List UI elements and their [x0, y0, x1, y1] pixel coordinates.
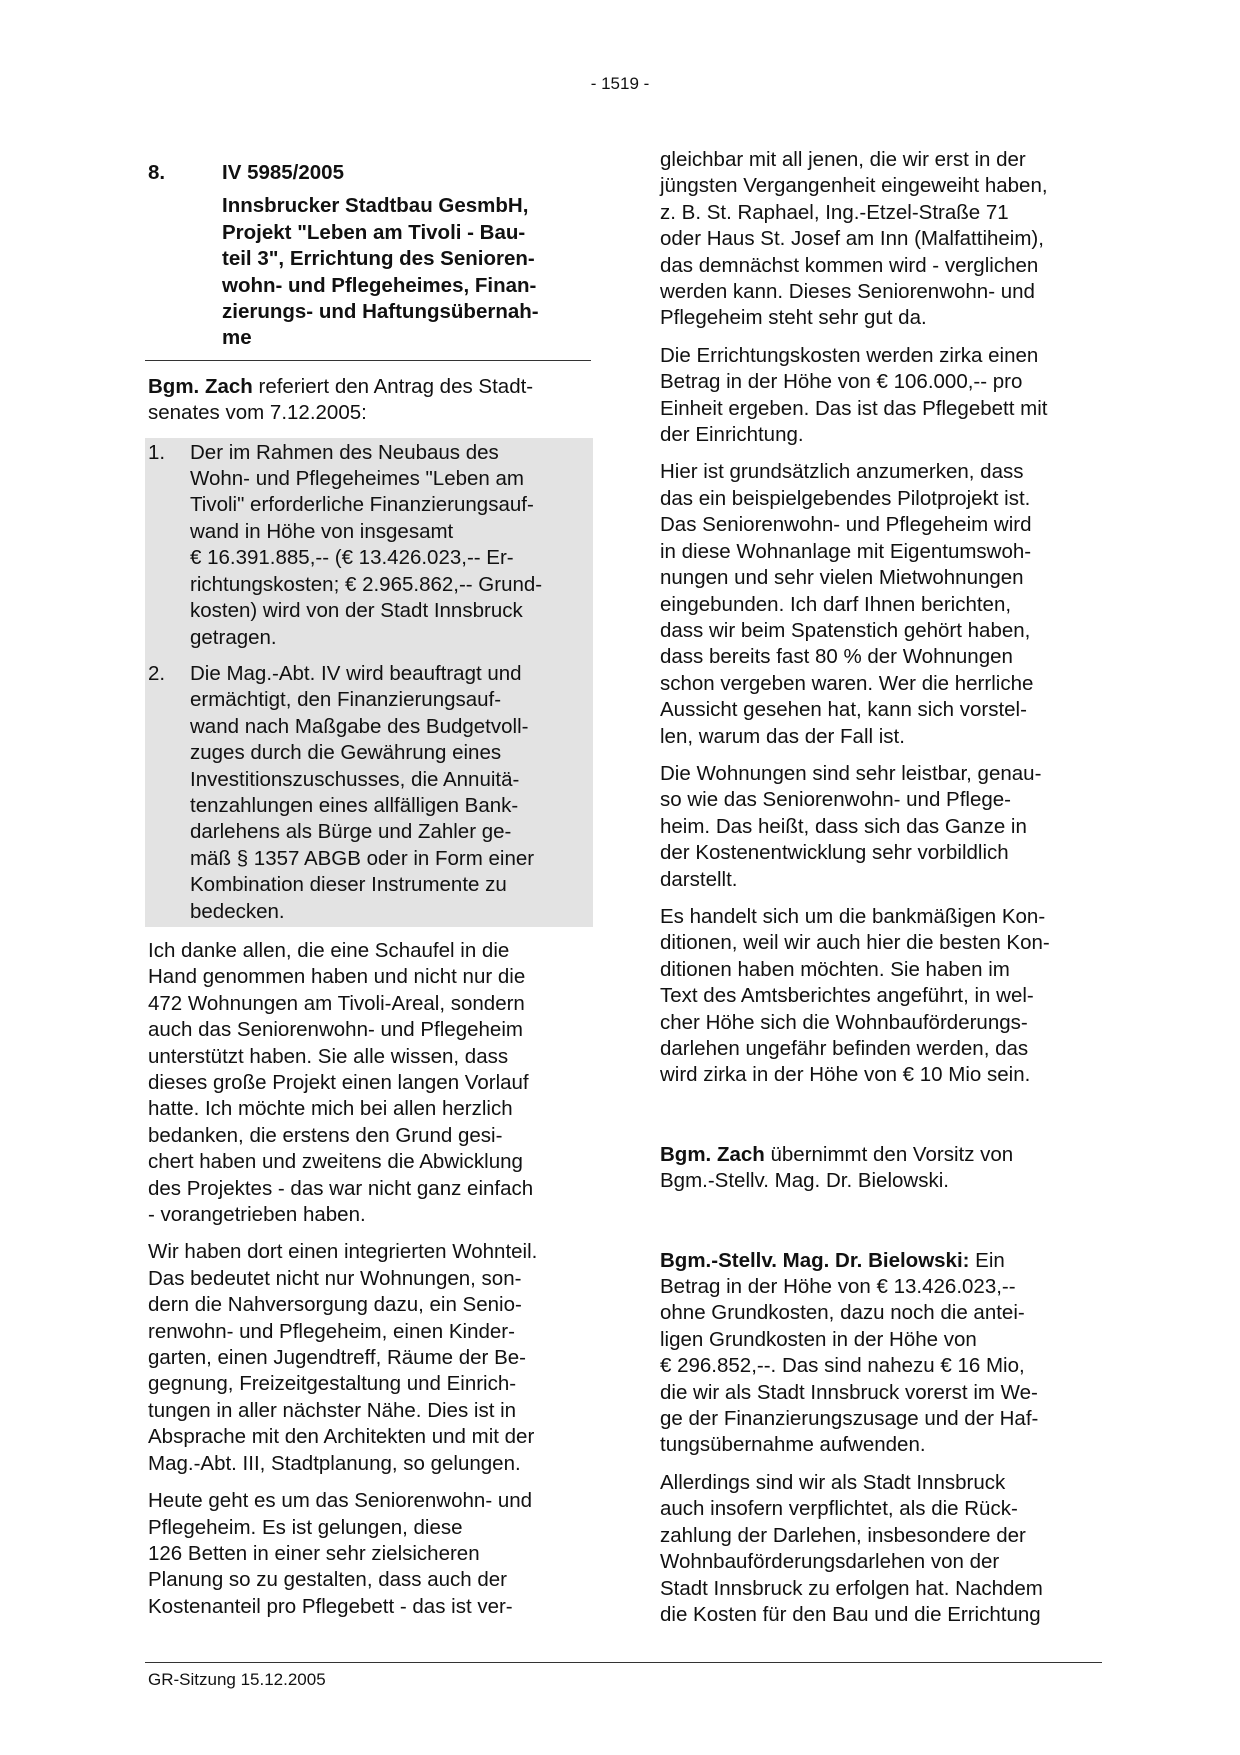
text-line: Text des Amtsberichtes angeführt, in wel- — [660, 984, 1034, 1008]
text-line: chert haben und zweitens die Abwicklung — [148, 1150, 523, 1174]
text-line: wand in Höhe von insgesamt — [190, 519, 454, 543]
text-line: garten, einen Jugendtreff, Räume der Be- — [148, 1346, 526, 1370]
text-line: darstellt. — [660, 867, 738, 891]
text-line: len, warum das der Fall ist. — [660, 724, 905, 748]
motion-text — [190, 440, 590, 651]
text-line: getragen. — [190, 625, 277, 649]
text-line: ligen Grundkosten in der Höhe von — [660, 1327, 977, 1351]
speaker-name: Bgm. Zach — [148, 374, 253, 398]
text-line: bedecken. — [190, 899, 285, 923]
text-line: eingebunden. Ich darf Ihnen berichten, — [660, 592, 1012, 616]
text-line: so wie das Seniorenwohn- und Pflege- — [660, 788, 1011, 812]
text-line: kosten) wird von der Stadt Innsbruck — [190, 599, 523, 623]
text-line: der Kostenentwicklung sehr vorbildlich — [660, 841, 1009, 865]
text-line: cher Höhe sich die Wohnbauförderungs- — [660, 1010, 1028, 1034]
text-line: übernimmt den Vorsitz von — [764, 1142, 1014, 1166]
text-line: z. B. St. Raphael, Ing.-Etzel-Straße 71 — [660, 200, 1009, 224]
text-line: Hand genommen haben und nicht nur die — [148, 965, 526, 989]
motion-number: 1. — [148, 440, 166, 464]
title-line: Innsbrucker Stadtbau GesmbH, — [222, 194, 529, 218]
text-line: bedanken, die erstens den Grund gesi- — [148, 1123, 503, 1147]
text-line: Investitionszuschusses, die Annuitä- — [190, 767, 520, 791]
text-line: Ein — [969, 1248, 1005, 1272]
text-line: gleichbar mit all jenen, die wir erst in der — [660, 148, 1026, 171]
text-line: tungen in aller nächster Nähe. Dies ist in — [148, 1398, 517, 1422]
text-line: - vorangetrieben haben. — [148, 1203, 366, 1227]
title-line: wohn- und Pflegeheimes, Finan- — [222, 273, 537, 297]
text-line: darlehen ungefähr befinden werden, das — [660, 1037, 1029, 1060]
right-column — [660, 147, 1102, 1639]
text-line: ditionen haben möchten. Sie haben im — [660, 957, 1010, 981]
text-line: tungsübernahme aufwenden. — [660, 1433, 926, 1457]
paragraph — [660, 459, 1102, 749]
text-line: tenzahlungen eines allfälligen Bank- — [190, 793, 519, 817]
text-line: wand nach Maßgabe des Budgetvoll- — [190, 714, 529, 738]
text-line: das demnächst kommen wird - verglichen — [660, 253, 1039, 277]
agenda-item-header — [148, 160, 590, 186]
speaker-name: Bgm.-Stellv. Mag. Dr. Bielowski: — [660, 1248, 970, 1272]
motion-item — [148, 440, 590, 651]
text-line: Mag.-Abt. III, Stadtplanung, so gelungen. — [148, 1451, 521, 1475]
text-line: der Einrichtung. — [660, 423, 804, 447]
title-line: me — [222, 326, 252, 350]
text-line: die Kosten für den Bau und die Errichtung — [660, 1602, 1041, 1626]
text-line: dern die Nahversorgung dazu, ein Senio- — [148, 1293, 522, 1317]
speech-paragraph — [660, 1248, 1102, 1459]
text-line: dieses große Projekt einen langen Vorlauf — [148, 1071, 529, 1094]
agenda-item-title — [222, 193, 590, 351]
text-line: Wohnbauförderungsdarlehen von der — [660, 1550, 1000, 1574]
text-line: Pflegeheim. Es ist gelungen, diese — [148, 1515, 463, 1539]
text-line: Aussicht gesehen hat, kann sich vorstel- — [660, 698, 1027, 722]
text-line: Das Seniorenwohn- und Pflegeheim wird — [660, 513, 1032, 537]
text-line: referiert den Antrag des Stadt- — [252, 374, 534, 398]
text-line: ditionen, weil wir auch hier die besten Kon- — [660, 931, 1050, 955]
text-line: das ein beispielgebendes Pilotprojekt ist. — [660, 486, 1031, 510]
text-line: € 296.852,--. Das sind nahezu € 16 Mio, — [660, 1354, 1025, 1378]
text-line: dass wir beim Spatenstich gehört haben, — [660, 618, 1031, 642]
paragraph — [660, 343, 1102, 449]
text-line: jüngsten Vergangenheit eingeweiht haben, — [660, 174, 1048, 198]
text-line: hatte. Ich möchte mich bei allen herzlich — [148, 1097, 513, 1121]
text-line: Betrag in der Höhe von € 13.426.023,-- — [660, 1275, 1016, 1299]
text-line: Wir haben dort einen integrierten Wohnteil. — [148, 1240, 538, 1264]
text-line: nungen und sehr vielen Mietwohnungen — [660, 566, 1024, 590]
text-line: Betrag in der Höhe von € 106.000,-- pro — [660, 370, 1023, 394]
text-line: oder Haus St. Josef am Inn (Malfattiheim), — [660, 227, 1044, 251]
text-line: schon vergeben waren. Wer die herrliche — [660, 671, 1034, 695]
motion-item — [148, 661, 590, 925]
footer-session-label: GR-Sitzung 15.12.2005 — [148, 1670, 326, 1689]
paragraph — [148, 1239, 590, 1477]
title-line: teil 3", Errichtung des Senioren- — [222, 247, 535, 271]
text-line: werden kann. Dieses Seniorenwohn- und — [660, 280, 1035, 304]
text-line: renwohn- und Pflegeheim, einen Kinder- — [148, 1319, 515, 1343]
text-line: heim. Das heißt, dass sich das Ganze in — [660, 814, 1027, 838]
text-line: Ich danke allen, die eine Schaufel in die — [148, 938, 510, 962]
left-column — [148, 160, 590, 1631]
text-line: zuges durch die Gewährung eines — [190, 741, 502, 765]
text-line: die wir als Stadt Innsbruck vorerst im We- — [660, 1380, 1038, 1404]
speaker-name: Bgm. Zach — [660, 1142, 765, 1166]
text-line: Planung so zu gestalten, dass auch der — [148, 1568, 507, 1592]
chair-change-note — [660, 1142, 1102, 1195]
text-line: Der im Rahmen des Neubaus des — [190, 440, 499, 464]
text-line: wird zirka in der Höhe von € 10 Mio sein. — [660, 1063, 1031, 1087]
motion-number: 2. — [148, 661, 166, 685]
text-line: Einheit ergeben. Das ist das Pflegebett mit — [660, 396, 1048, 420]
agenda-item-reference: IV 5985/2005 — [222, 161, 344, 184]
text-line: gegnung, Freizeitgestaltung und Einrich- — [148, 1372, 517, 1396]
text-line: Kostenanteil pro Pflegebett - das ist ver- — [148, 1594, 513, 1618]
text-line: Das bedeutet nicht nur Wohnungen, son- — [148, 1266, 522, 1290]
motion-block — [145, 438, 593, 927]
paragraph — [660, 904, 1102, 1089]
paragraph — [660, 147, 1102, 332]
text-line: Absprache mit den Architekten und mit der — [148, 1425, 535, 1449]
text-line: Bgm.-Stellv. Mag. Dr. Bielowski. — [660, 1169, 949, 1193]
paragraph — [148, 1488, 590, 1620]
text-line: zahlung der Darlehen, insbesondere der — [660, 1523, 1026, 1547]
text-line: unterstützt haben. Sie alle wissen, dass — [148, 1044, 509, 1068]
text-line: Kombination dieser Instrumente zu — [190, 873, 507, 897]
text-line: Die Wohnungen sind sehr leistbar, genau- — [660, 761, 1042, 785]
text-line: 472 Wohnungen am Tivoli-Areal, sondern — [148, 991, 525, 1015]
text-line: Die Errichtungskosten werden zirka einen — [660, 343, 1039, 367]
text-line: darlehens als Bürge und Zahler ge- — [190, 820, 512, 844]
text-line: Wohn- und Pflegeheimes "Leben am — [190, 467, 524, 491]
text-line: senates vom 7.12.2005: — [148, 401, 367, 425]
intro-paragraph — [148, 374, 590, 427]
text-line: auch insofern verpflichtet, als die Rück- — [660, 1497, 1018, 1521]
text-line: Hier ist grundsätzlich anzumerken, dass — [660, 460, 1024, 484]
text-line: € 16.391.885,-- (€ 13.426.023,-- Er- — [190, 546, 514, 570]
text-line: Allerdings sind wir als Stadt Innsbruck — [660, 1470, 1006, 1494]
paragraph — [148, 938, 590, 1228]
text-line: Stadt Innsbruck zu erfolgen hat. Nachdem — [660, 1576, 1043, 1600]
title-divider — [145, 360, 591, 361]
text-line: des Projektes - das war nicht ganz einfach — [148, 1176, 534, 1200]
text-line: ge der Finanzierungszusage und der Haf- — [660, 1407, 1039, 1431]
text-line: auch das Seniorenwohn- und Pflegeheim — [148, 1018, 523, 1042]
text-line: Pflegeheim steht sehr gut da. — [660, 306, 927, 330]
agenda-item-number: 8. — [148, 161, 166, 184]
text-line: mäß § 1357 ABGB oder in Form einer — [190, 846, 535, 870]
text-line: Heute geht es um das Seniorenwohn- und — [148, 1489, 533, 1513]
text-line: Die Mag.-Abt. IV wird beauftragt und — [190, 661, 522, 685]
title-line: Projekt "Leben am Tivoli - Bau- — [222, 220, 526, 244]
footer-divider — [145, 1662, 1102, 1663]
paragraph — [660, 1470, 1102, 1628]
motion-text — [190, 661, 590, 925]
page-number: - 1519 - — [590, 74, 650, 93]
text-line: Tivoli" erforderliche Finanzierungsauf- — [190, 493, 534, 517]
text-line: in diese Wohnanlage mit Eigentumswoh- — [660, 539, 1032, 563]
text-line: Es handelt sich um die bankmäßigen Kon- — [660, 904, 1046, 928]
text-line: ohne Grundkosten, dazu noch die antei- — [660, 1301, 1025, 1325]
text-line: richtungskosten; € 2.965.862,-- Grund- — [190, 572, 543, 596]
text-line: dass bereits fast 80 % der Wohnungen — [660, 645, 1013, 669]
text-line: 126 Betten in einer sehr zielsicheren — [148, 1541, 480, 1565]
paragraph — [660, 761, 1102, 893]
text-line: ermächtigt, den Finanzierungsauf- — [190, 688, 502, 712]
title-line: zierungs- und Haftungsübernah- — [222, 300, 539, 324]
